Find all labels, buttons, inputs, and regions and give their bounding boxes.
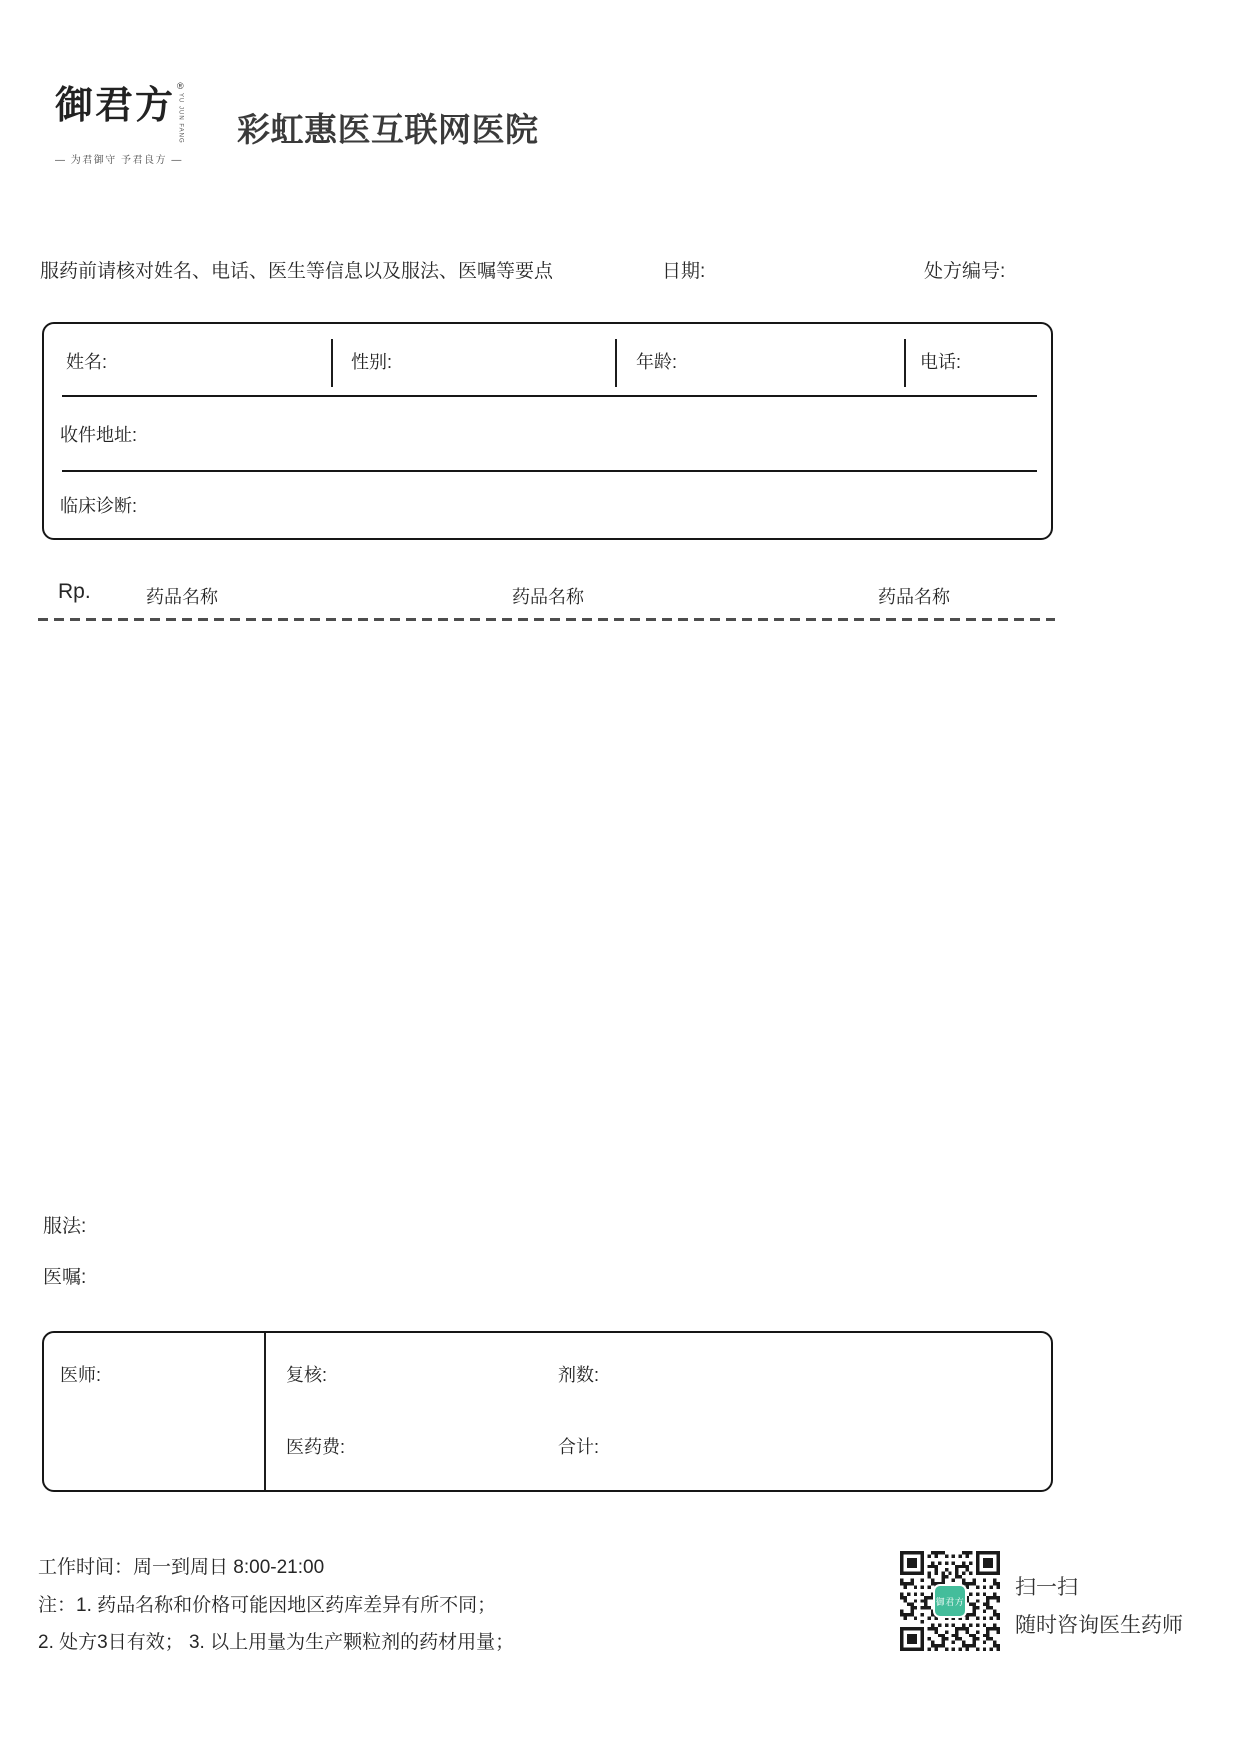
drug-name-column-header: 药品名称 [512, 587, 584, 607]
field-divider [615, 339, 617, 387]
patient-gender-label: 性别: [351, 351, 393, 372]
patient-age-label: 年龄: [636, 351, 678, 372]
doctor-advice-label: 医嘱: [43, 1267, 87, 1288]
drug-name-column-header: 药品名称 [878, 587, 950, 607]
signoff-box [42, 1331, 1053, 1492]
qr-code [900, 1549, 1000, 1653]
date-label: 日期: [662, 261, 706, 282]
working-hours: 工作时间：周一到周日 8:00-21:00 [38, 1557, 325, 1578]
field-divider [331, 339, 333, 387]
qr-center-brand-logo [933, 1584, 967, 1618]
pre-medication-notice: 服药前请核对姓名、电话、医生等信息以及服法、医嘱等要点 [40, 261, 554, 282]
scan-title: 扫一扫 [1015, 1576, 1078, 1599]
scan-subtitle: 随时咨询医生药师 [1015, 1614, 1183, 1637]
footer-note-2: 2. 处方3日有效； 3. 以上用量为生产颗粒剂的药材用量； [38, 1632, 515, 1653]
brand-pinyin: YU JUN FANG [177, 93, 184, 144]
footer-note-1: 注：1. 药品名称和价格可能因地区药库差异有所不同； [38, 1595, 497, 1616]
drug-name-column-header: 药品名称 [146, 587, 218, 607]
patient-row-basic [44, 324, 1051, 397]
patient-info-box [42, 322, 1053, 540]
brand-tagline: — 为君御守 予君良方 — [55, 154, 183, 166]
diagnosis-label: 临床诊断: [60, 496, 138, 516]
brand-logo [55, 81, 225, 166]
patient-row-address [44, 397, 137, 470]
patient-row-diagnosis [44, 472, 137, 538]
patient-phone-label: 电话: [920, 351, 962, 372]
doctor-label: 医师: [60, 1365, 102, 1385]
qr-center-brand-text: 御君方 [935, 1596, 965, 1607]
rp-dashed-separator [38, 618, 1055, 621]
total-label: 合计: [558, 1437, 600, 1457]
row-divider-line [62, 470, 1037, 472]
doses-label: 剂数: [558, 1365, 600, 1385]
hospital-title: 彩虹惠医互联网医院 [237, 110, 539, 149]
address-label: 收件地址: [60, 424, 138, 445]
patient-name-label: 姓名: [66, 351, 108, 372]
field-divider [904, 339, 906, 387]
brand-logo-text: 御君方 [55, 82, 176, 127]
signoff-divider [264, 1333, 266, 1490]
review-label: 复核: [286, 1365, 328, 1385]
registered-trademark-icon: ® [177, 81, 184, 91]
usage-label: 服法: [43, 1216, 87, 1237]
rp-label: Rp. [58, 580, 91, 603]
row-divider-line [62, 395, 1037, 397]
medicine-fee-label: 医药费: [286, 1437, 346, 1457]
rx-number-label: 处方编号: [924, 261, 1006, 282]
